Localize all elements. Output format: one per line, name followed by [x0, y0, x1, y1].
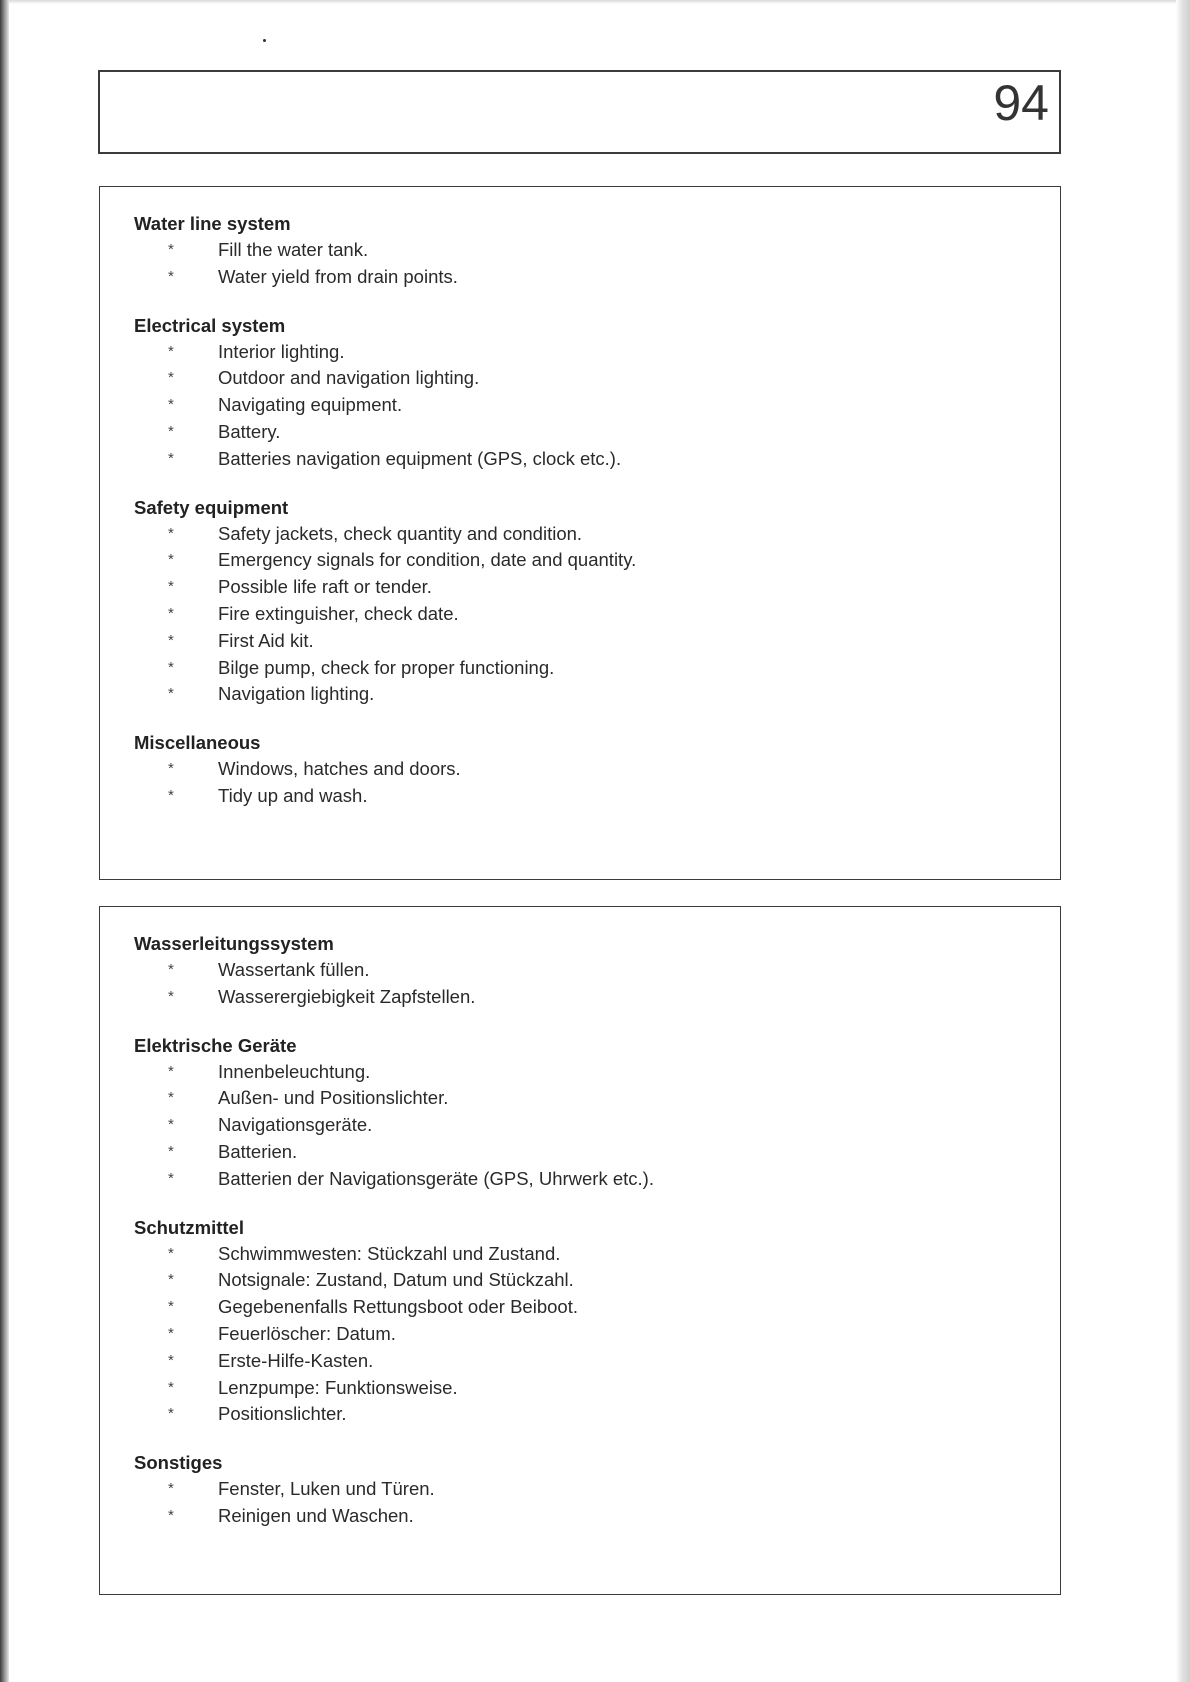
checklist-item	[134, 1059, 1040, 1086]
item-text: First Aid kit.	[218, 629, 314, 651]
item-text: Wassertank füllen.	[218, 959, 370, 980]
group-title: Safety equipment	[134, 496, 289, 518]
item-text: Tidy up and wash.	[218, 784, 368, 806]
item-text: Battery.	[218, 420, 281, 442]
checklist-group	[134, 730, 1040, 810]
checklist-group	[134, 1033, 1040, 1193]
group-title: Sonstiges	[134, 1452, 223, 1474]
item-text: Feuerlöscher: Datum.	[218, 1322, 396, 1344]
checklist-item	[134, 1321, 1040, 1348]
item-text: Wasserergiebigkeit Zapfstellen.	[218, 985, 476, 1007]
asterisk-bullet-icon: *	[168, 1244, 174, 1262]
asterisk-bullet-icon: *	[168, 1506, 174, 1524]
checklist-item	[134, 1375, 1040, 1402]
page-right-edge	[1176, 0, 1190, 1682]
item-text: Emergency signals for condition, date and quantity.	[218, 549, 637, 571]
item-text: Bilge pump, check for proper functioning.	[218, 656, 555, 678]
group-title: Water line system	[134, 213, 291, 234]
item-text: Batterien der Navigationsgeräte (GPS, Uhrwerk etc.).	[218, 1167, 654, 1189]
checklist-item	[134, 756, 1040, 783]
checklist-item	[134, 392, 1040, 419]
asterisk-bullet-icon: *	[168, 1298, 174, 1316]
checklist-group	[134, 1215, 1040, 1429]
german-checklist-box	[99, 906, 1061, 1595]
asterisk-bullet-icon: *	[168, 396, 174, 414]
item-text: Outdoor and navigation lighting.	[218, 367, 480, 389]
asterisk-bullet-icon: *	[168, 786, 174, 804]
asterisk-bullet-icon: *	[168, 1405, 174, 1423]
item-text: Fire extinguisher, check date.	[218, 602, 459, 624]
group-title: Wasserleitungssystem	[134, 933, 334, 954]
item-text: Possible life raft or tender.	[218, 576, 432, 598]
checklist-item	[134, 446, 1040, 473]
checklist-group	[134, 931, 1040, 1011]
item-text: Reinigen und Waschen.	[218, 1504, 414, 1526]
group-title: Schutzmittel	[134, 1216, 244, 1238]
asterisk-bullet-icon: *	[168, 1062, 174, 1080]
asterisk-bullet-icon: *	[168, 1378, 174, 1396]
asterisk-bullet-icon: *	[168, 1324, 174, 1342]
item-text: Positionslichter.	[218, 1403, 347, 1425]
asterisk-bullet-icon: *	[168, 604, 174, 622]
asterisk-bullet-icon: *	[168, 987, 174, 1005]
asterisk-bullet-icon: *	[168, 551, 174, 569]
asterisk-bullet-icon: *	[168, 685, 174, 703]
checklist-item	[134, 783, 1040, 810]
checklist-item	[134, 339, 1040, 366]
item-text: Batterien.	[218, 1140, 298, 1162]
group-title: Electrical system	[134, 314, 286, 336]
item-text: Batteries navigation equipment (GPS, clock etc.).	[218, 447, 622, 469]
item-text: Navigationsgeräte.	[218, 1114, 373, 1136]
checklist-group	[134, 1450, 1040, 1530]
item-text: Innenbeleuchtung.	[218, 1060, 371, 1082]
german-checklist	[134, 931, 1040, 1552]
asterisk-bullet-icon: *	[168, 241, 174, 258]
item-text: Windows, hatches and doors.	[218, 758, 461, 780]
checklist-item	[134, 1476, 1040, 1503]
asterisk-bullet-icon: *	[168, 1089, 174, 1107]
checklist-item	[134, 628, 1040, 655]
english-checklist	[134, 211, 1040, 832]
item-text: Außen- und Positionslichter.	[218, 1087, 449, 1109]
checklist-item	[134, 1294, 1040, 1321]
checklist-item	[134, 1401, 1040, 1428]
checklist-group	[134, 211, 1040, 291]
item-text: Safety jackets, check quantity and condition.	[218, 522, 583, 544]
checklist-group	[134, 313, 1040, 473]
page-top-shadow	[0, 0, 1190, 4]
page-header-box	[98, 70, 1061, 154]
checklist-item	[134, 601, 1040, 628]
checklist-item	[134, 264, 1040, 291]
item-text: Navigation lighting.	[218, 683, 375, 705]
item-text: Water yield from drain points.	[218, 265, 458, 287]
asterisk-bullet-icon: *	[168, 267, 174, 285]
checklist-item	[134, 984, 1040, 1011]
asterisk-bullet-icon: *	[168, 631, 174, 649]
asterisk-bullet-icon: *	[168, 1116, 174, 1134]
checklist-item	[134, 1267, 1040, 1294]
item-text: Schwimmwesten: Stückzahl und Zustand.	[218, 1242, 561, 1264]
asterisk-bullet-icon: *	[168, 369, 174, 387]
checklist-group	[134, 495, 1040, 709]
checklist-item	[134, 1166, 1040, 1193]
checklist-item	[134, 1503, 1040, 1530]
item-text: Gegebenenfalls Rettungsboot oder Beiboot.	[218, 1296, 578, 1318]
checklist-item	[134, 1348, 1040, 1375]
item-text: Notsignale: Zustand, Datum und Stückzahl.	[218, 1269, 574, 1291]
checklist-item	[134, 365, 1040, 392]
checklist-item	[134, 419, 1040, 446]
asterisk-bullet-icon: *	[168, 1480, 174, 1498]
checklist-item	[134, 957, 1040, 984]
checklist-item	[134, 655, 1040, 682]
asterisk-bullet-icon: *	[168, 1169, 174, 1187]
asterisk-bullet-icon: *	[168, 658, 174, 676]
item-text: Interior lighting.	[218, 340, 345, 362]
item-text: Lenzpumpe: Funktionsweise.	[218, 1376, 458, 1398]
item-text: Navigating equipment.	[218, 394, 403, 416]
checklist-item	[134, 547, 1040, 574]
scan-speck	[263, 39, 266, 42]
book-spine-edge	[0, 0, 9, 1682]
item-text: Fill the water tank.	[218, 239, 369, 260]
checklist-item	[134, 237, 1040, 264]
group-title: Elektrische Geräte	[134, 1034, 297, 1056]
asterisk-bullet-icon: *	[168, 760, 174, 778]
asterisk-bullet-icon: *	[168, 449, 174, 467]
asterisk-bullet-icon: *	[168, 422, 174, 440]
asterisk-bullet-icon: *	[168, 1351, 174, 1369]
item-text: Erste-Hilfe-Kasten.	[218, 1349, 374, 1371]
page-number: 94	[993, 75, 1049, 131]
asterisk-bullet-icon: *	[168, 342, 174, 360]
asterisk-bullet-icon: *	[168, 1142, 174, 1160]
checklist-item	[134, 1241, 1040, 1268]
asterisk-bullet-icon: *	[168, 578, 174, 596]
asterisk-bullet-icon: *	[168, 524, 174, 542]
checklist-item	[134, 1085, 1040, 1112]
english-checklist-box	[99, 186, 1061, 880]
checklist-item	[134, 574, 1040, 601]
checklist-item	[134, 1139, 1040, 1166]
checklist-item	[134, 681, 1040, 708]
group-title: Miscellaneous	[134, 732, 261, 754]
asterisk-bullet-icon: *	[168, 961, 174, 978]
item-text: Fenster, Luken und Türen.	[218, 1478, 435, 1500]
checklist-item	[134, 521, 1040, 548]
checklist-item	[134, 1112, 1040, 1139]
asterisk-bullet-icon: *	[168, 1271, 174, 1289]
